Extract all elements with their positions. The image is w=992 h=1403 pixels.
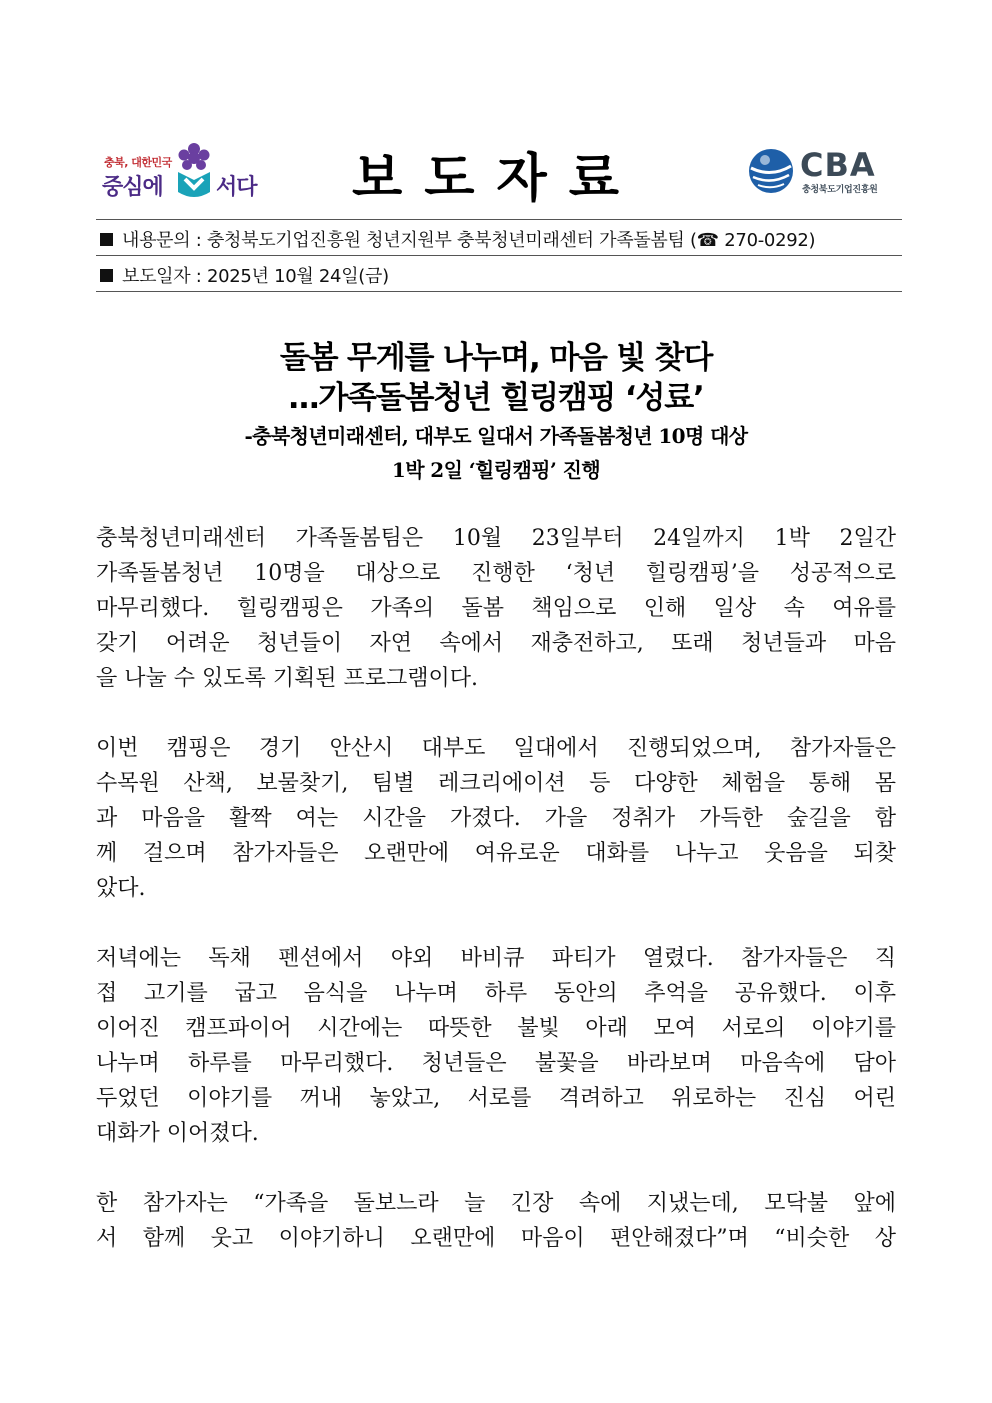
paragraph-line: 대화가 이어졌다.: [96, 1121, 259, 1146]
body-paragraph-2: [96, 731, 896, 906]
bullet-square-icon: [100, 233, 113, 246]
headline-line-1: 돌봄 무게를 나누며, 마음 빛 찾다: [279, 340, 713, 376]
subheadline-line-1: -충북청년미래센터, 대부도 일대서 가족돌봄청년 10명 대상: [244, 424, 748, 448]
body-paragraph-3: [96, 941, 896, 1151]
slogan-big-text-1: 중심에: [102, 175, 163, 200]
paragraph-line: 저녁에는 독채 펜션에서 야외 바비큐 파티가 열렸다. 참가자들은 직: [96, 946, 896, 971]
headline-line-2: …가족돌봄청년 힐링캠핑 ‘성료’: [288, 380, 704, 416]
contact-info: [100, 226, 815, 252]
cba-logo-subtext: 충청북도기업진흥원: [802, 185, 878, 195]
cba-logo-text: CBA: [800, 146, 876, 184]
paragraph-line: 접 고기를 굽고 음식을 나누며 하루 동안의 추억을 공유했다. 이후: [96, 981, 896, 1006]
release-date-text: 보도일자 : 2025년 10월 24일(금): [122, 266, 389, 287]
paragraph-line: 이어진 캠프파이어 시간에는 따뜻한 불빛 아래 모여 서로의 이야기를: [96, 1016, 896, 1041]
paragraph-line: 두었던 이야기를 꺼내 놓았고, 서로를 격려하고 위로하는 진심 어린: [96, 1086, 896, 1111]
divider-bottom: [96, 291, 902, 292]
paragraph-line: 이번 캠핑은 경기 안산시 대부도 일대에서 진행되었으며, 참가자들은: [96, 736, 896, 761]
page-title: 보도자료: [352, 149, 641, 209]
body-paragraph-1: [96, 521, 896, 696]
paragraph-line: 수목원 산책, 보물찾기, 팀별 레크리에이션 등 다양한 체험을 통해 몸: [96, 771, 896, 796]
paragraph-line: 갖기 어려운 청년들이 자연 속에서 재충전하고, 또래 청년들과 마음: [96, 631, 896, 656]
chungbuk-emblem-icon: [172, 140, 216, 200]
paragraph-line: 께 걸으며 참가자들은 오랜만에 여유로운 대화를 나누고 웃음을 되찾: [96, 841, 896, 866]
bullet-square-icon: [100, 269, 113, 282]
paragraph-line: 한 참가자는 “가족을 돌보느라 늘 긴장 속에 지냈는데, 모닥불 앞에: [96, 1191, 896, 1216]
divider-top: [96, 219, 902, 220]
paragraph-line: 을 나눌 수 있도록 기획된 프로그램이다.: [96, 666, 478, 691]
paragraph-line: 서 함께 웃고 이야기하니 오랜만에 마음이 편안해졌다”며 “비슷한 상: [96, 1226, 896, 1251]
slogan-small-text: 충북, 대한민국: [104, 156, 172, 169]
paragraph-line: 마무리했다. 힐링캠핑은 가족의 돌봄 책임으로 인해 일상 속 여유를: [96, 596, 896, 621]
cba-globe-icon: [748, 148, 794, 194]
paragraph-line: 았다.: [96, 876, 146, 901]
body-paragraph-4: [96, 1186, 896, 1256]
paragraph-line: 나누며 하루를 마무리했다. 청년들은 불꽃을 바라보며 마음속에 담아: [96, 1051, 896, 1076]
paragraph-line: 충북청년미래센터 가족돌봄팀은 10월 23일부터 24일까지 1박 2일간: [96, 526, 896, 551]
release-date-info: [100, 262, 389, 288]
paragraph-line: 가족돌봄청년 10명을 대상으로 진행한 ‘청년 힐링캠핑’을 성공적으로: [96, 561, 896, 586]
subheadline-line-2: 1박 2일 ‘힐링캠핑’ 진행: [391, 458, 601, 482]
slogan-logo: [100, 140, 265, 202]
paragraph-line: 과 마음을 활짝 여는 시간을 가졌다. 가을 정취가 가득한 숲길을 함: [96, 806, 896, 831]
slogan-big-text-2: 서다: [216, 175, 257, 200]
divider-middle: [96, 255, 902, 256]
contact-text: 내용문의 : 충청북도기업진흥원 청년지원부 충북청년미래센터 가족돌봄팀 (☎ 270-0292): [122, 230, 816, 251]
cba-logo: [748, 148, 893, 198]
